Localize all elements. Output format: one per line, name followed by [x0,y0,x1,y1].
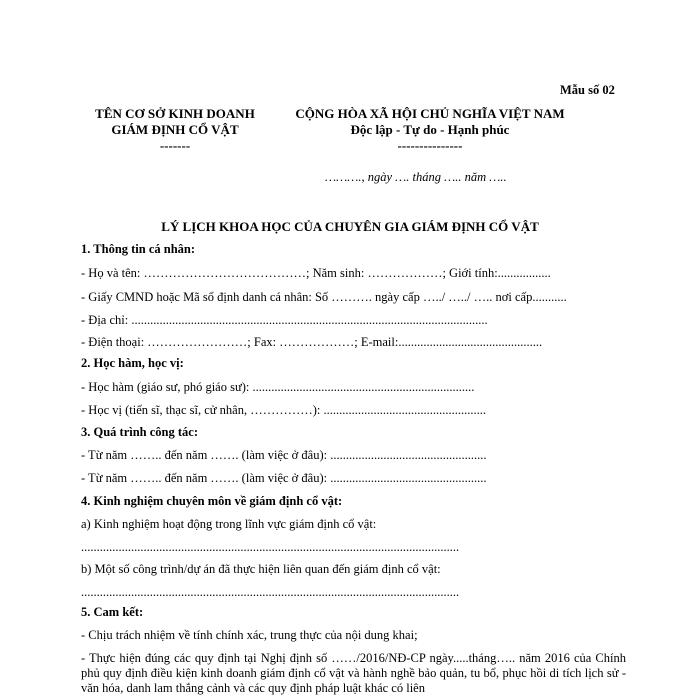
field-projects-label: b) Một số công trình/dự án đã thực hiện liên quan đến giám định cổ vật: [81,562,441,576]
section-5-heading: 5. Cam kết: [81,605,144,619]
document-title: LÝ LỊCH KHOA HỌC CỦA CHUYÊN GIA GIÁM ĐỊNH CỔ VẬT [161,219,539,234]
section-4-heading: 4. Kinh nghiệm chuyên môn về giám định cổ vật: [81,494,343,508]
section-1-heading: 1. Thông tin cá nhân: [81,242,196,256]
field-name-birth-gender: - Họ và tên: …………………………………; Năm sinh: ………………; Giới tính:................. [81,266,551,280]
date-line: ………., ngày …. tháng ….. năm ….. [325,170,507,184]
commitment-item-2: - Thực hiện đúng các quy định tại Nghị định số ……/2016/NĐ-CP ngày.....tháng….. năm 2016 của Chính phủ quy định điều kiện kinh doanh giám định cổ vật và hành nghề bảo quản, tu bổ, phục hồi di tích lịch sử - văn hóa, danh lam thắng cảnh và các quy định pháp luật khác có liên [81,651,626,695]
national-motto: Độc lập - Tự do - Hạnh phúc [350,122,510,137]
organization-divider: ------- [159,138,191,153]
field-address: - Địa chỉ: .................................................................................................................. [81,313,488,327]
field-experience-dots: ......................................................................................................................... [81,540,460,554]
form-number: Mẫu số 02 [560,83,615,97]
organization-header [60,106,290,154]
field-work-history-row-2: - Từ năm …….. đến năm ……. (làm việc ở đâu): .................................................. [81,471,487,485]
field-academic-degree: - Học vị (tiến sĩ, thạc sĩ, cử nhân, ……………): .................................................... [81,403,486,417]
field-projects-dots: ......................................................................................................................... [81,585,460,599]
commitment-item-1: - Chịu trách nhiệm về tính chính xác, trung thực của nội dung khai; [81,628,418,642]
national-header [265,106,595,154]
section-2-heading: 2. Học hàm, học vị: [81,356,184,370]
organization-name-line2: GIÁM ĐỊNH CỔ VẬT [111,122,239,137]
national-divider: --------------- [397,138,463,153]
field-experience-label: a) Kinh nghiệm hoạt động trong lĩnh vực giám định cổ vật: [81,517,377,531]
field-academic-rank: - Học hàm (giáo sư, phó giáo sư): ....................................................................... [81,380,475,394]
field-work-history-row-1: - Từ năm …….. đến năm ……. (làm việc ở đâu): .................................................. [81,448,487,462]
field-id-document: - Giấy CMND hoặc Mã số định danh cá nhân: Số ………. ngày cấp …../ …../ ….. nơi cấp........... [81,290,567,304]
country-name: CỘNG HÒA XÃ HỘI CHỦ NGHĨA VIỆT NAM [295,106,565,121]
section-3-heading: 3. Quá trình công tác: [81,425,199,439]
organization-name-line1: TÊN CƠ SỞ KINH DOANH [95,106,255,121]
field-phone-fax-email: - Điện thoại: ……………………; Fax: ………………; E-mail:.............................................. [81,335,543,349]
